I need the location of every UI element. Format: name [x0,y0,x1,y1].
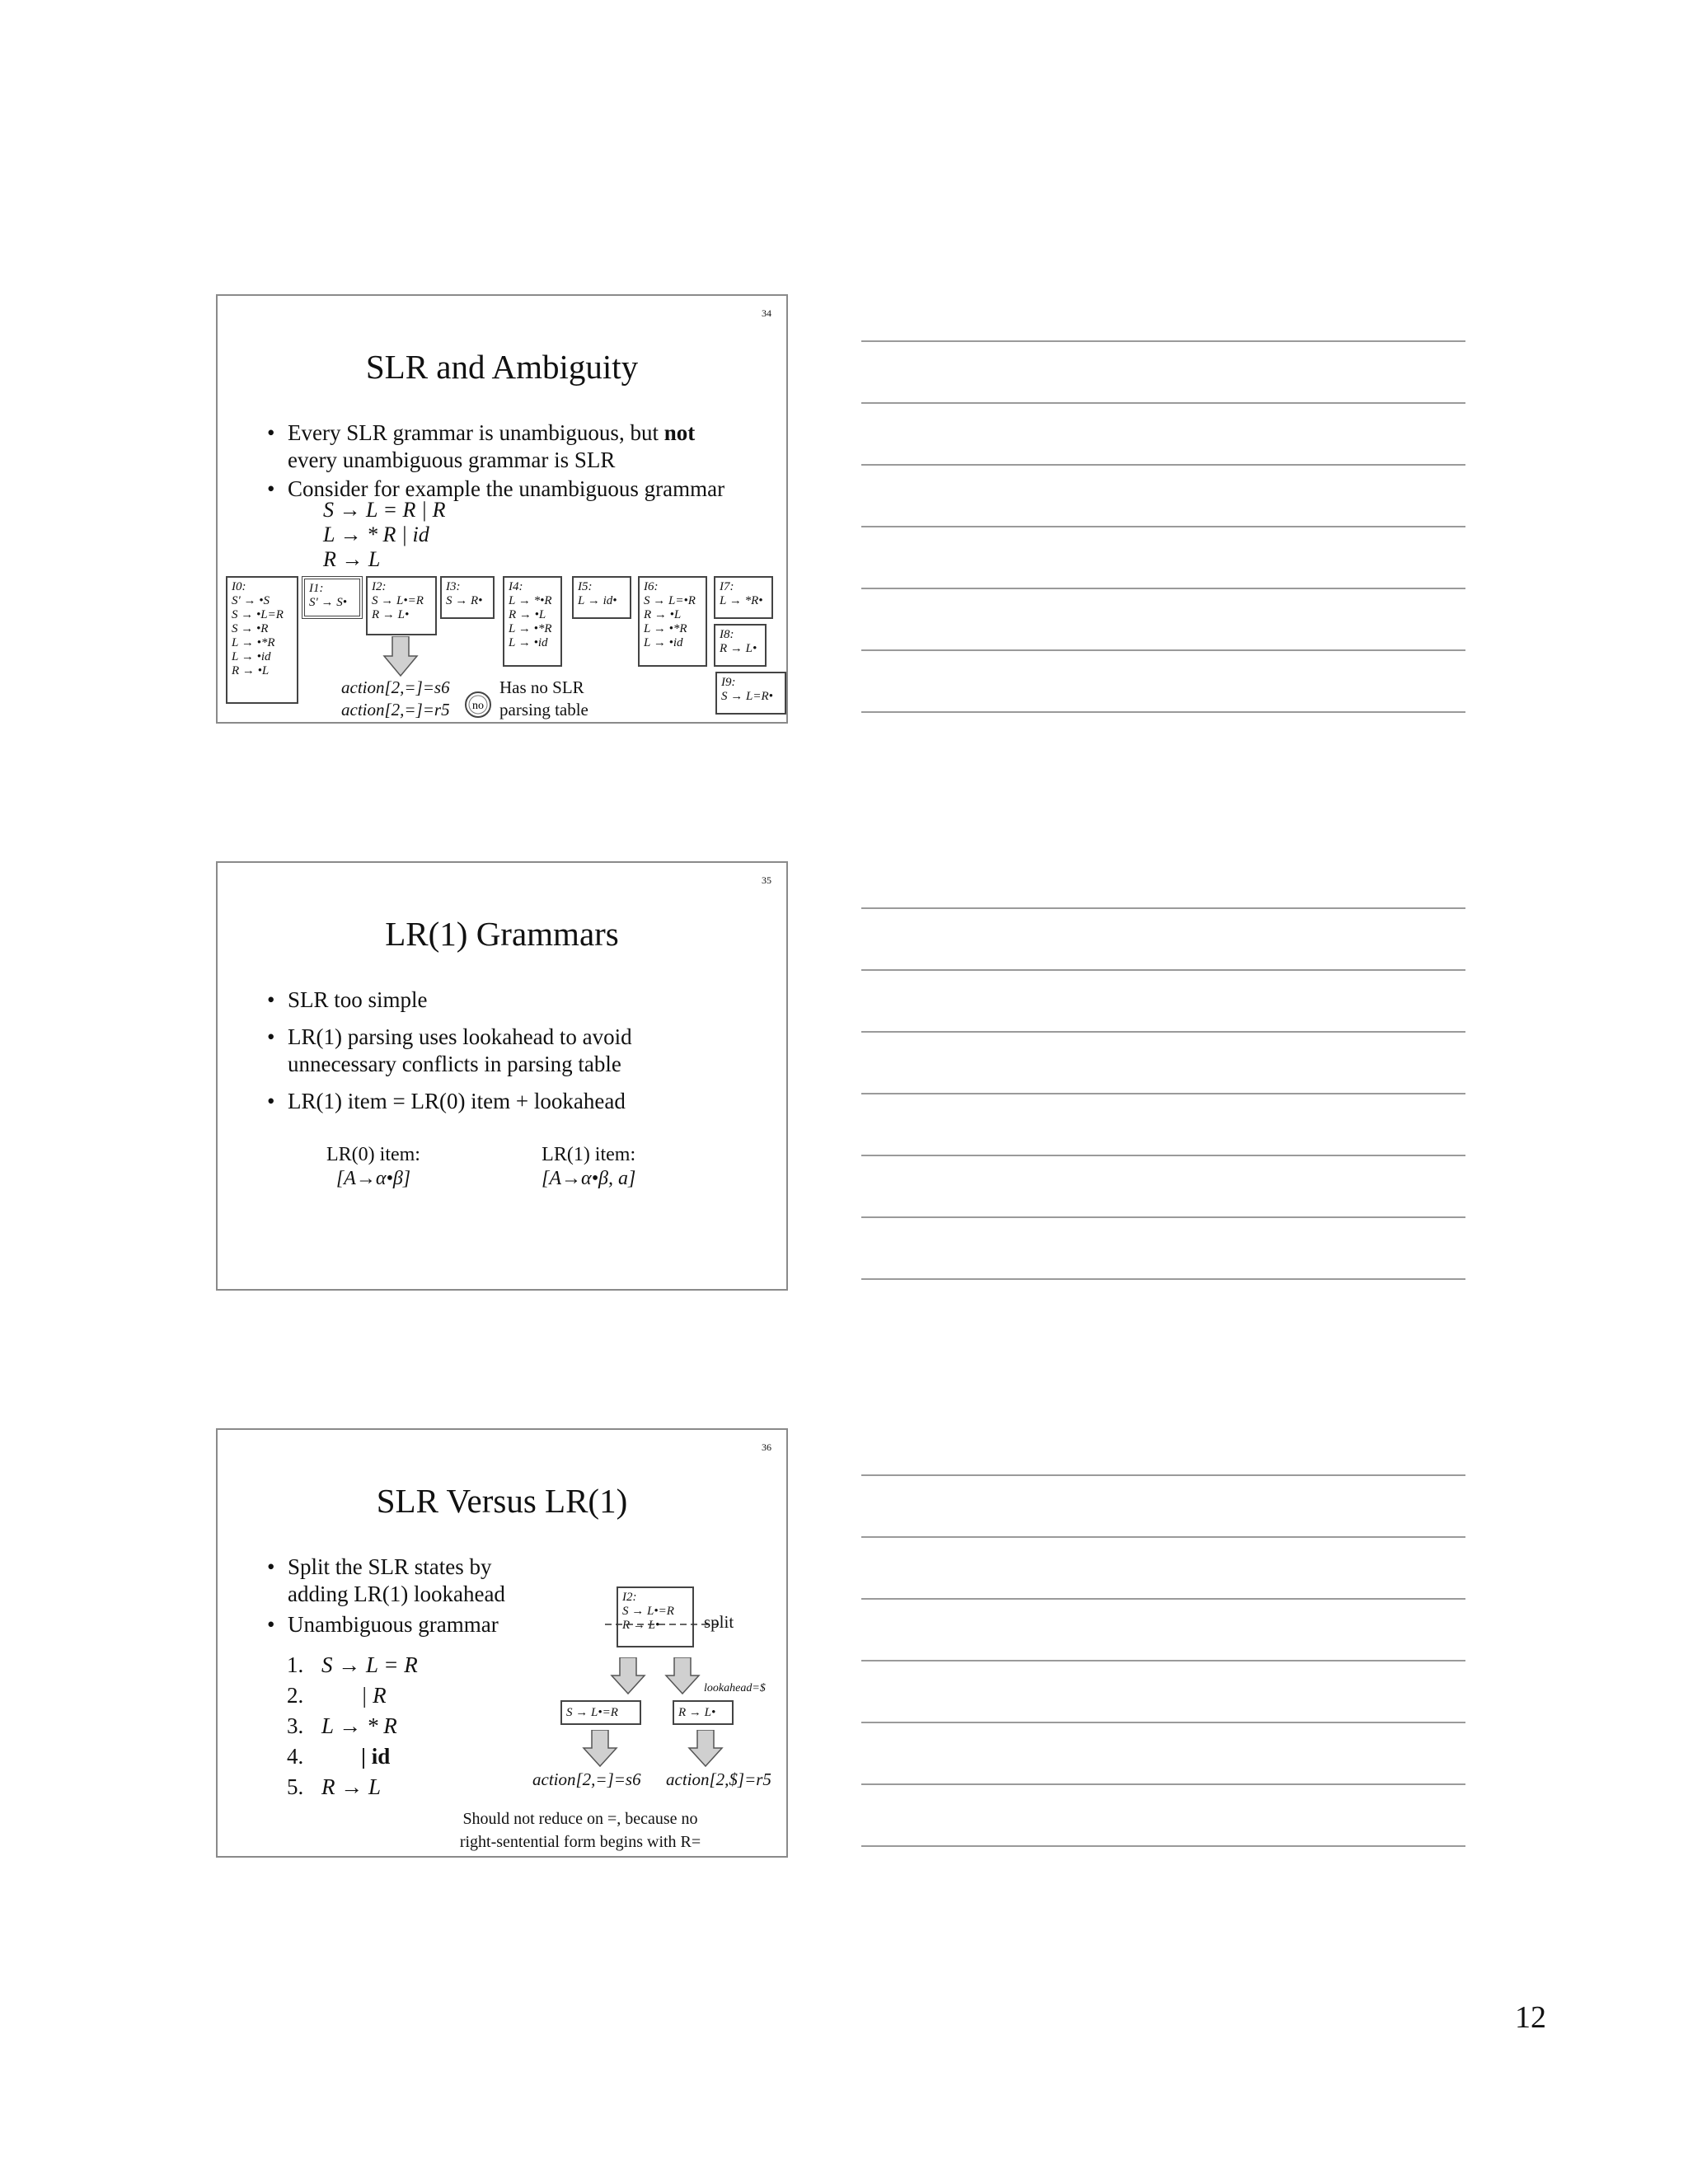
right-action: action[2,$]=r5 [666,1769,771,1789]
grammar-rule: S → L = R | R [323,498,446,522]
grammar-rule: 4. | id [287,1744,391,1769]
state-i2: I2: S → L•=R R → L• [366,576,437,635]
state-i6: I6: S → L=•R R → •L L → •*R L → •id [638,576,707,667]
action-entry: action[2,=]=r5 [341,700,450,719]
state-right-split: R → L• [673,1700,734,1725]
bullet-item: • Unambiguous grammar [267,1611,531,1638]
split-label: split [704,1612,734,1632]
grammar-rule: R → L [323,547,381,571]
bullet-list [267,1554,531,1638]
down-arrow-icon [610,1657,646,1695]
grammar-block [323,498,445,572]
split-dashed-line [605,1623,720,1626]
lookahead-label: lookahead=$ [704,1682,766,1694]
note-line: right-sentential form begins with R= [459,1833,701,1851]
state-left-split: S → L•=R [560,1700,641,1725]
left-action: action[2,=]=s6 [532,1769,641,1789]
bullet-item: • Consider for example the unambiguous grammar [267,476,724,503]
state-i9: I9: S → L=R• [715,672,786,715]
state-i2: I2: S → L•=R R → L• [617,1586,694,1647]
state-i4: I4: L → *•R R → •L L → •*R L → •id [503,576,562,667]
slide-36 [216,1428,788,1858]
down-arrow-icon [382,636,419,677]
state-i7: I7: L → *R• [714,576,773,619]
bullet-item: • SLR too simple [267,987,729,1014]
state-i1: I1: S' → S• [302,576,363,619]
grammar-rule: 2. | R [287,1683,387,1708]
conclusion-line: Has no SLR [499,677,584,697]
lr0-item: [A→α•β] [335,1168,411,1189]
action-list [341,677,450,721]
conclusion [499,677,588,721]
slide-number: 36 [762,1441,771,1453]
bullet-item: • LR(1) item = LR(0) item + lookahead [267,1088,729,1115]
bullet-list [267,987,729,1115]
slide-number: 35 [762,874,771,886]
grammar-rule: 3. L → * R [287,1713,397,1738]
lr0-item-block [326,1143,420,1191]
slide-34 [216,294,788,724]
bullet-item: • Every SLR grammar is unambiguous, but not every unambiguous grammar is SLR [267,419,724,474]
page-number: 12 [1515,2000,1546,2035]
no-symbol-text: no [472,700,484,712]
state-i5: I5: L → id• [572,576,631,619]
lr0-label: LR(0) item: [326,1144,420,1165]
explanation-note [432,1807,729,1854]
state-i0: I0: S' → •S S → •L=R S → •R L → •*R L → •id R → •L [226,576,298,704]
state-i3: I3: S → R• [440,576,495,619]
grammar-rule: 5. R → L [287,1774,382,1799]
grammar-rule: 1. S → L = R [287,1652,418,1677]
state-i8: I8: R → L• [714,624,767,667]
conclusion-line: parsing table [499,700,588,719]
note-line: Should not reduce on =, because no [462,1810,698,1828]
bullet-list [267,419,724,503]
lr1-item-block [542,1143,635,1191]
down-arrow-icon [582,1730,618,1768]
slide-title: LR(1) Grammars [385,915,619,953]
lr1-label: LR(1) item: [542,1144,636,1165]
slide-title: SLR Versus LR(1) [376,1482,628,1520]
slide-title: SLR and Ambiguity [365,348,639,386]
slide-35 [216,861,788,1291]
no-symbol-icon [463,690,493,719]
down-arrow-icon [687,1730,724,1768]
action-entry: action[2,=]=s6 [341,677,450,697]
numbered-grammar [287,1650,418,1802]
slide-number: 34 [762,307,771,319]
grammar-rule: L → * R | id [323,523,429,546]
lr1-item: [A→α•β, a] [542,1168,636,1189]
bullet-item: • Split the SLR states by adding LR(1) lookahead [267,1554,531,1608]
down-arrow-icon [664,1657,701,1695]
bullet-item: • LR(1) parsing uses lookahead to avoid unnecessary conflicts in parsing table [267,1024,716,1078]
